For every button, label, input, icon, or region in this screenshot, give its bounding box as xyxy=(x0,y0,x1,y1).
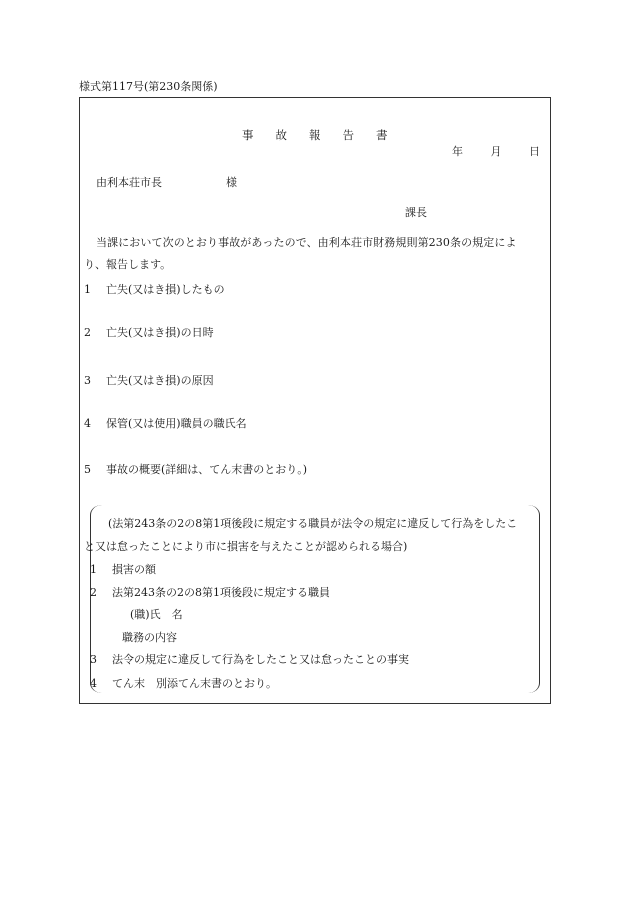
item-number: 1 xyxy=(84,283,91,296)
list-item xyxy=(84,283,225,297)
addressee-mayor: 由利本荘市長 xyxy=(96,176,162,189)
item-label: 損害の額 xyxy=(112,563,156,576)
item-number: 4 xyxy=(84,417,91,430)
date-month: 月 xyxy=(490,145,502,158)
item-label: 事故の概要(詳細は、てん末書のとおり。) xyxy=(106,463,308,476)
item-number: 4 xyxy=(90,677,97,690)
form-number: 様式第117号(第230条関係) xyxy=(79,80,218,93)
body-text-line-2: り、報告します。 xyxy=(84,258,172,271)
item-number: 3 xyxy=(90,653,97,666)
item-label: 法令の規定に違反して行為をしたこと又は怠ったことの事実 xyxy=(112,653,409,666)
item-number: 2 xyxy=(90,586,97,599)
addressee-honorific: 様 xyxy=(226,176,237,189)
item-number: 2 xyxy=(84,326,91,339)
item-label: 亡失(又はき損)したもの xyxy=(106,283,225,296)
item-label: 亡失(又はき損)の原因 xyxy=(106,374,214,387)
item-number: 1 xyxy=(90,563,97,576)
item-label: 法第243条の2の8第1項後段に規定する職員 xyxy=(112,586,330,599)
item-number: 5 xyxy=(84,463,91,476)
section-chief: 課長 xyxy=(405,206,427,219)
date-day: 日 xyxy=(529,145,540,158)
document-title: 事故報告書 xyxy=(242,128,410,142)
list-item xyxy=(84,374,214,388)
body-text-line-1: 当課において次のとおり事故があったので、由利本荘市財務規則第230条の規定によ xyxy=(96,236,517,249)
bracket-list-item xyxy=(90,677,277,691)
bracket-list-item xyxy=(90,586,330,600)
list-item xyxy=(84,463,307,477)
bracket-heading-line-1: (法第243条の2の8第1項後段に規定する職員が法令の規定に違反して行為をしたこ xyxy=(108,517,518,530)
staff-name-label: (職)氏 名 xyxy=(130,608,183,621)
item-label: 亡失(又はき損)の日時 xyxy=(106,326,214,339)
bracket-heading-line-2: と又は怠ったことにより市に損害を与えたことが認められる場合) xyxy=(84,540,408,553)
item-number: 3 xyxy=(84,374,91,387)
item-label: てん末 別添てん末書のとおり。 xyxy=(112,677,277,690)
bracket-list-item xyxy=(90,653,409,667)
date-line xyxy=(452,145,540,159)
bracket-list-item xyxy=(90,563,156,577)
list-item xyxy=(84,417,247,431)
duty-content-label: 職務の内容 xyxy=(122,631,177,644)
date-year: 年 xyxy=(452,145,463,158)
item-label: 保管(又は使用)職員の職氏名 xyxy=(106,417,247,430)
list-item xyxy=(84,326,214,340)
